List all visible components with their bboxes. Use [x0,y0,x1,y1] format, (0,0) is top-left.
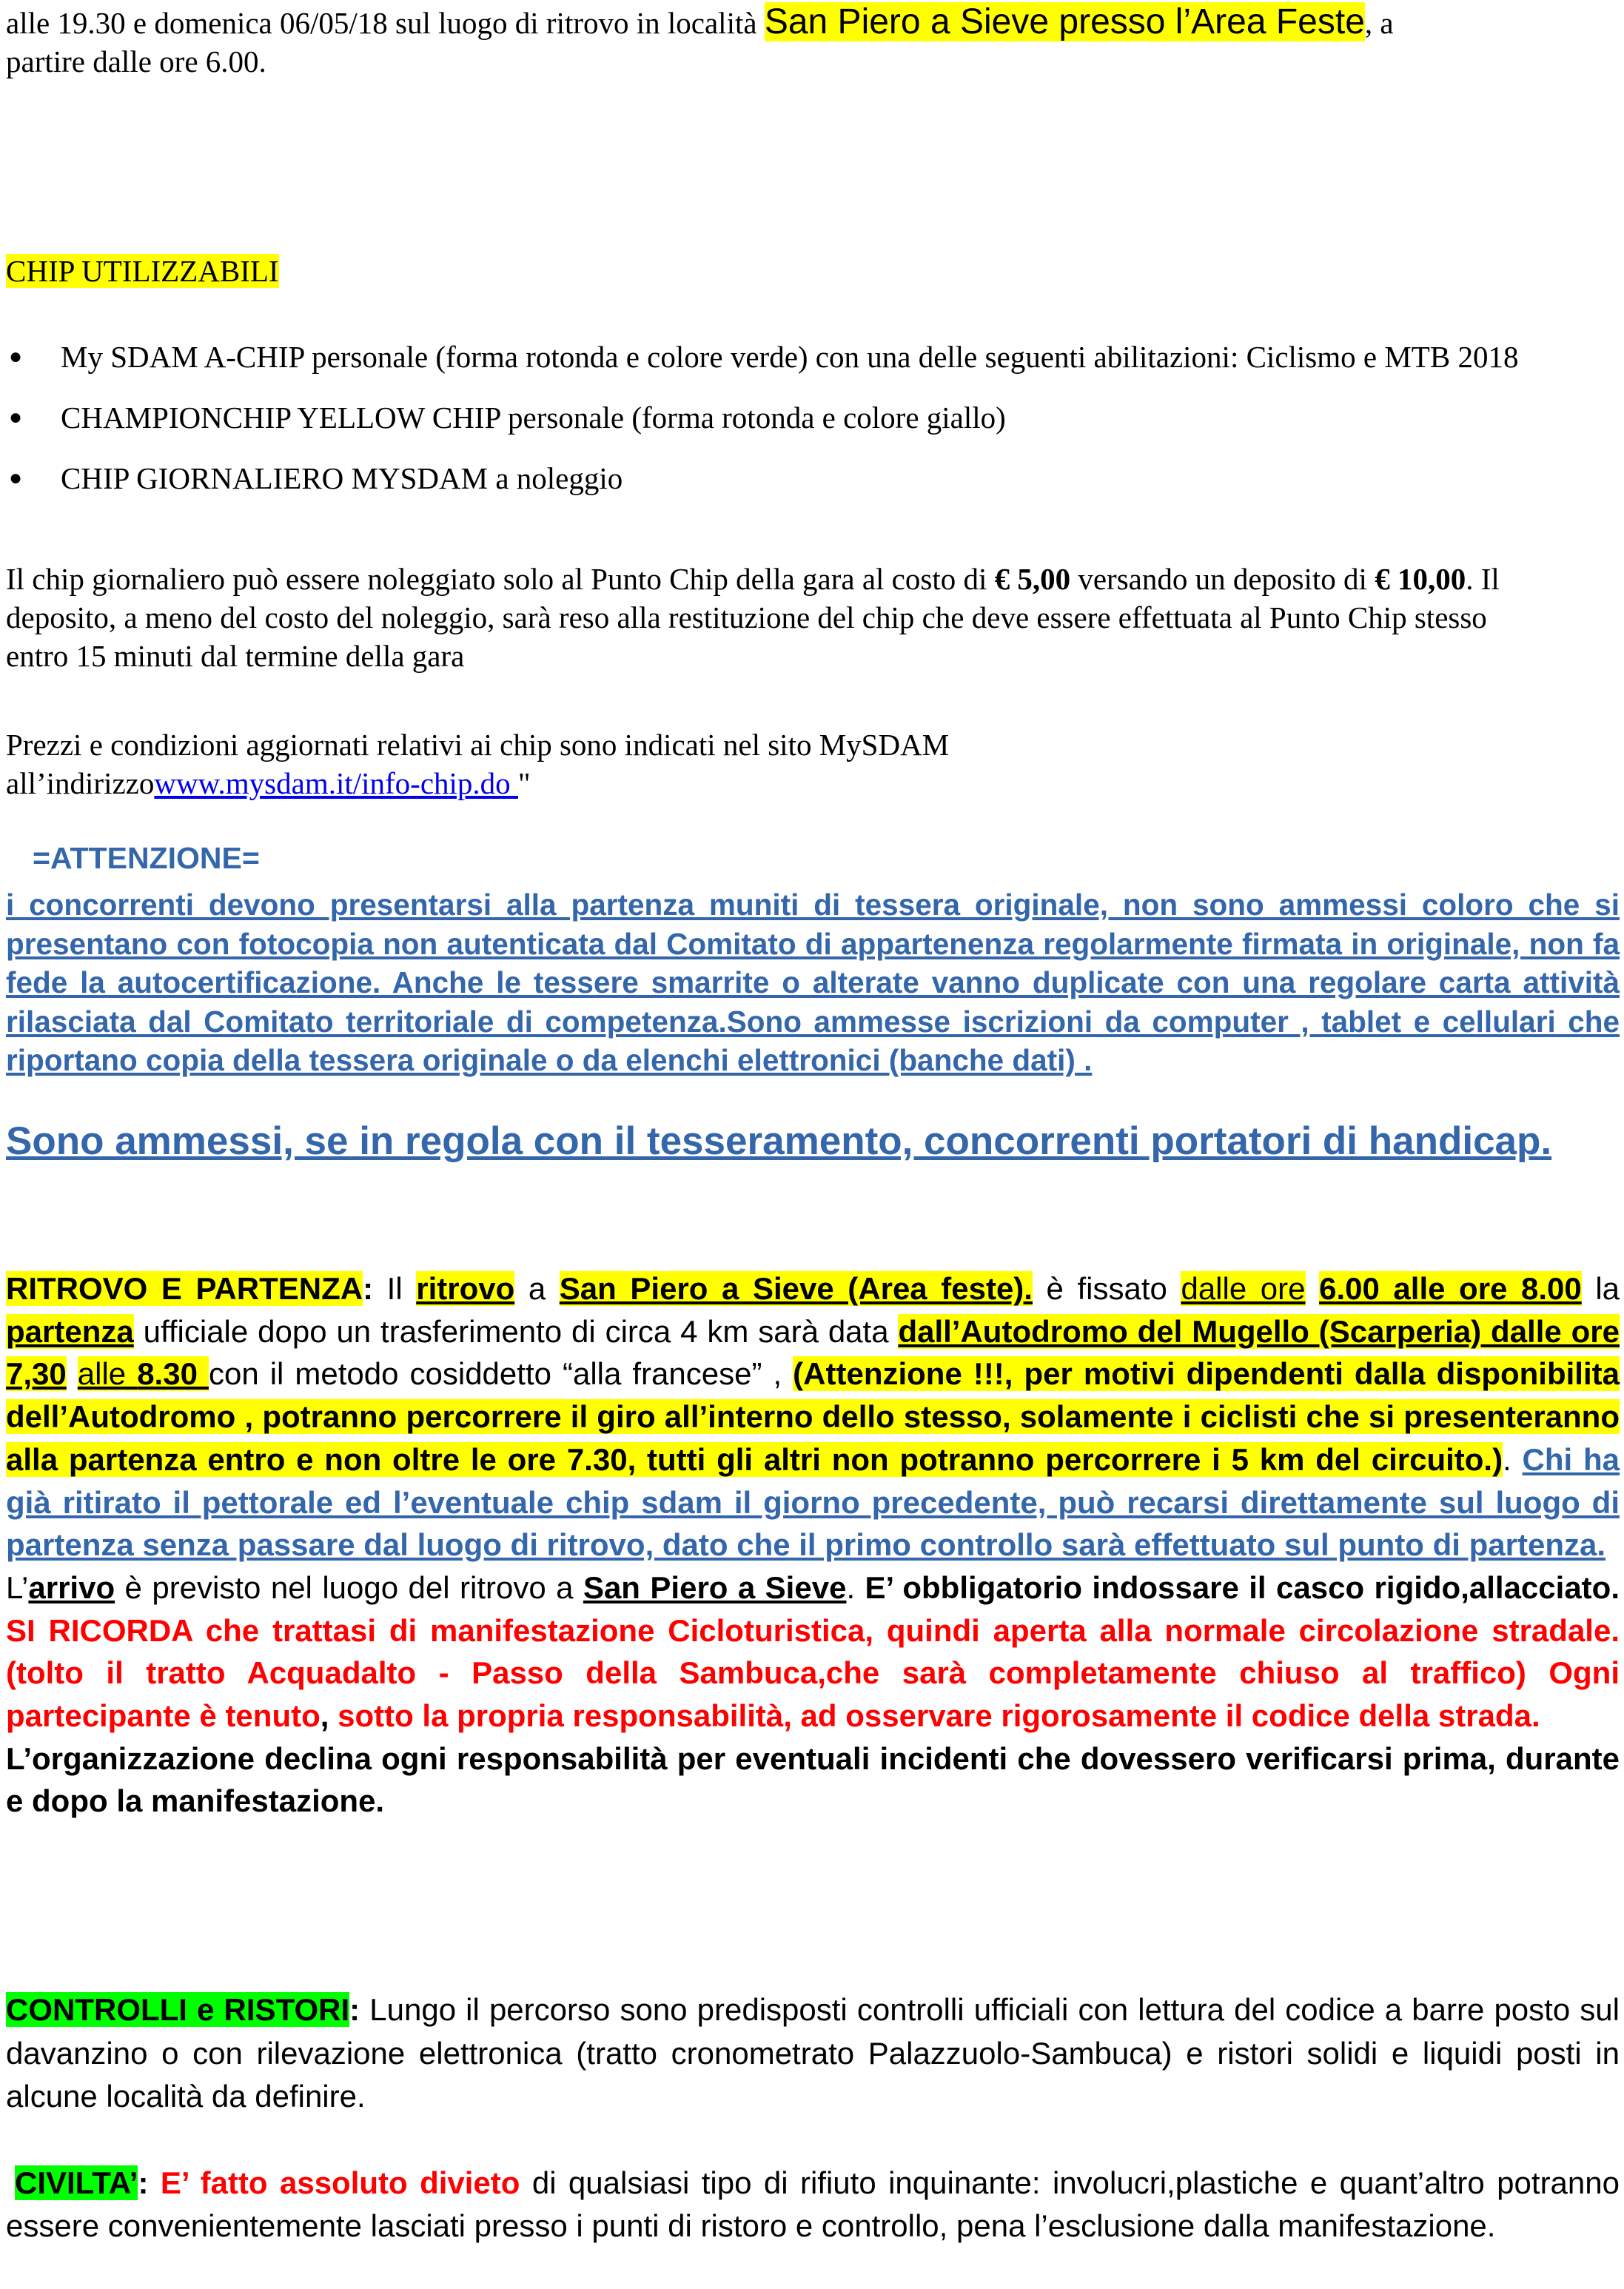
liability-note: L’organizzazione declina ogni responsabilità per eventuali incidenti che dovessero verificarsi prima, durante e dopo la manifestazione. [6,1740,1620,1819]
controlli-section: CONTROLLI e RISTORI: Lungo il percorso sono predisposti controlli ufficiali con lettura del codice a barre posto sul davanzino o con rilevazione elettronica (tratto cronometrato Palazzuolo-Sambuca) e ristori solidi e liquidi posti in alcune località da definire. [6,1992,1620,2114]
pettorale-note: Chi ha già ritirato il pettorale ed l’eventuale chip sdam il giorno precedente, può recarsi direttamente sul luogo di partenza senza passare dal luogo di ritrovo, dato che il primo controllo sarà effettuato sul punto di partenza. [6,1441,1620,1563]
chip-rental-paragraph: Il chip giornaliero può essere noleggiato solo al Punto Chip della gara al costo di € 5,00 versando un deposito di € 10,00. Il deposito, a meno del costo del noleggio, sarà reso alla restituzione del chip che deve essere effettuata al Punto Chip stesso entro 15 minuti dal termine della gara [6,562,1500,673]
intro-post-1: , a [1364,6,1394,40]
intro-location-highlight: San Piero a Sieve presso l’Area Feste [764,2,1365,41]
intro-paragraph [6,3,1620,81]
traffic-reminder: SI RICORDA che trattasi di manifestazione Cicloturistica, quindi aperta alla normale circolazione stradale.(tolto il tratto Acquadalto - Passo della Sambuca,che sarà completamente chiuso al traffico) Ogni partecipante è tenuto [6,1612,1620,1734]
bullet-icon: ● [9,405,23,429]
chip-list-item: ● CHAMPIONCHIP YELLOW CHIP personale (forma rotonda e colore giallo) [6,398,1538,437]
bullet-icon: ● [9,344,23,369]
rental-deposit: € 10,00 [1375,562,1466,596]
chip-section-title: CHIP UTILIZZABILI [6,254,279,288]
chip-list-item: ● CHIP GIORNALIERO MYSDAM a noleggio [6,459,1538,497]
autodromo-warning: (Attenzione !!!, per motivi dipendenti dalla disponibilita dell’Autodromo , potranno percorrere il giro all’interno dello stesso, solamente i ciclisti che si presenteranno alla partenza entro e non oltre le ore 7.30, tutti gli altri non potranno percorrere i 5 km del circuito.) [6,1356,1620,1477]
ritrovo-title: RITROVO E PARTENZA [6,1271,363,1306]
rental-price: € 5,00 [994,562,1071,596]
intro-post-2: partire dalle ore 6.00. [6,44,266,78]
handicap-note: Sono ammessi, se in regola con il tesseramento, concorrenti portatori di handicap. [6,1119,1552,1163]
civilta-section: CIVILTA’: E’ fatto assoluto divieto di qualsiasi tipo di rifiuto inquinante: involucri,plastiche e quant’altro potranno essere convenientemente lasciati presso i punti di ristoro e controllo, pena l’esclusione dalla manifestazione. [6,2165,1620,2243]
autodromo-start: dall’Autodromo del Mugello (Scarperia) dalle ore 7,30 [6,1313,1620,1392]
arrival-place: San Piero a Sieve [583,1569,847,1605]
info-chip-link[interactable]: www.mysdam.it/info-chip.do [154,766,518,800]
ritrovo-place: San Piero a Sieve (Area feste). [559,1271,1033,1306]
ritrovo-time: 6.00 alle ore 8.00 [1319,1271,1582,1306]
controlli-title: CONTROLLI e RISTORI [6,1992,350,2027]
civilta-prohibition: E’ fatto assoluto divieto [160,2165,520,2200]
chip-list-item: ● My SDAM A-CHIP personale (forma rotonda e colore verde) con una delle seguenti abilitazioni: Ciclismo e MTB 2018 [6,338,1538,376]
attention-title: =ATTENZIONE= [33,841,260,875]
bullet-icon: ● [9,466,23,490]
ritrovo-section: RITROVO E PARTENZA: Il ritrovo a San Piero a Sieve (Area feste). è fissato dalle ore 6.00 alle ore 8.00 la partenza ufficiale dopo un trasferimento di circa 4 km sarà data dall’Autodromo del Mugello (Scarperia) dalle ore 7,30 alle 8.30 con il metodo cosiddetto “alla francese” , (Attenzione !!!, per motivi dipendenti dalla disponibilita dell’Autodromo , potranno percorrere il giro all’interno dello stesso, solamente i ciclisti che si presenteranno alla partenza entro e non oltre le ore 7.30, tutti gli altri non potranno percorrere i 5 km del circuito.). Chi ha già ritirato il pettorale ed l’eventuale chip sdam il giorno precedente, può recarsi direttamente sul luogo di partenza senza passare dal luogo di ritrovo, dato che il primo controllo sarà effettuato sul punto di partenza. L’arrivo è previsto nel luogo del ritrovo a San Piero a Sieve. E’ obbligatorio indossare il casco rigido,allacciato. SI RICORDA che trattasi di manifestazione Cicloturistica, quindi aperta alla normale circolazione stradale.(tolto il tratto Acquadalto - Passo della Sambuca,che sarà completamente chiuso al traffico) Ogni partecipante è tenuto, sotto la propria responsabilità, ad osservare rigorosamente il codice della strada. L’organizzazione declina ogni responsabilità per eventuali incidenti che dovessero verificarsi prima, durante e dopo la manifestazione. [6,1271,1620,1819]
civilta-title: CIVILTA’ [15,2165,138,2200]
chip-prices-paragraph: Prezzi e condizioni aggiornati relativi ai chip sono indicati nel sito MySDAM all’indirizzowww.mysdam.it/info-chip.do " [6,728,950,800]
helmet-note: E’ obbligatorio indossare il casco rigido,allacciato. [865,1569,1620,1605]
intro-pre: alle 19.30 e domenica 06/05/18 sul luogo di ritrovo in località [6,6,765,40]
attention-body: i concorrenti devono presentarsi alla partenza muniti di tessera originale, non sono ammessi coloro che si presentano con fotocopia non autenticata dal Comitato di appartenenza regolarmente firmata in originale, non fa fede la autocertificazione. Anche le tessere smarrite o alterate vanno duplicate con una regolare carta attività rilasciata dal Comitato territoriale di competenza.Sono ammesse iscrizioni da computer , tablet e cellulari che riportano copia della tessera originale o da elenchi elettronici (banche dati) . [6,888,1620,1077]
chip-list [6,338,1538,497]
